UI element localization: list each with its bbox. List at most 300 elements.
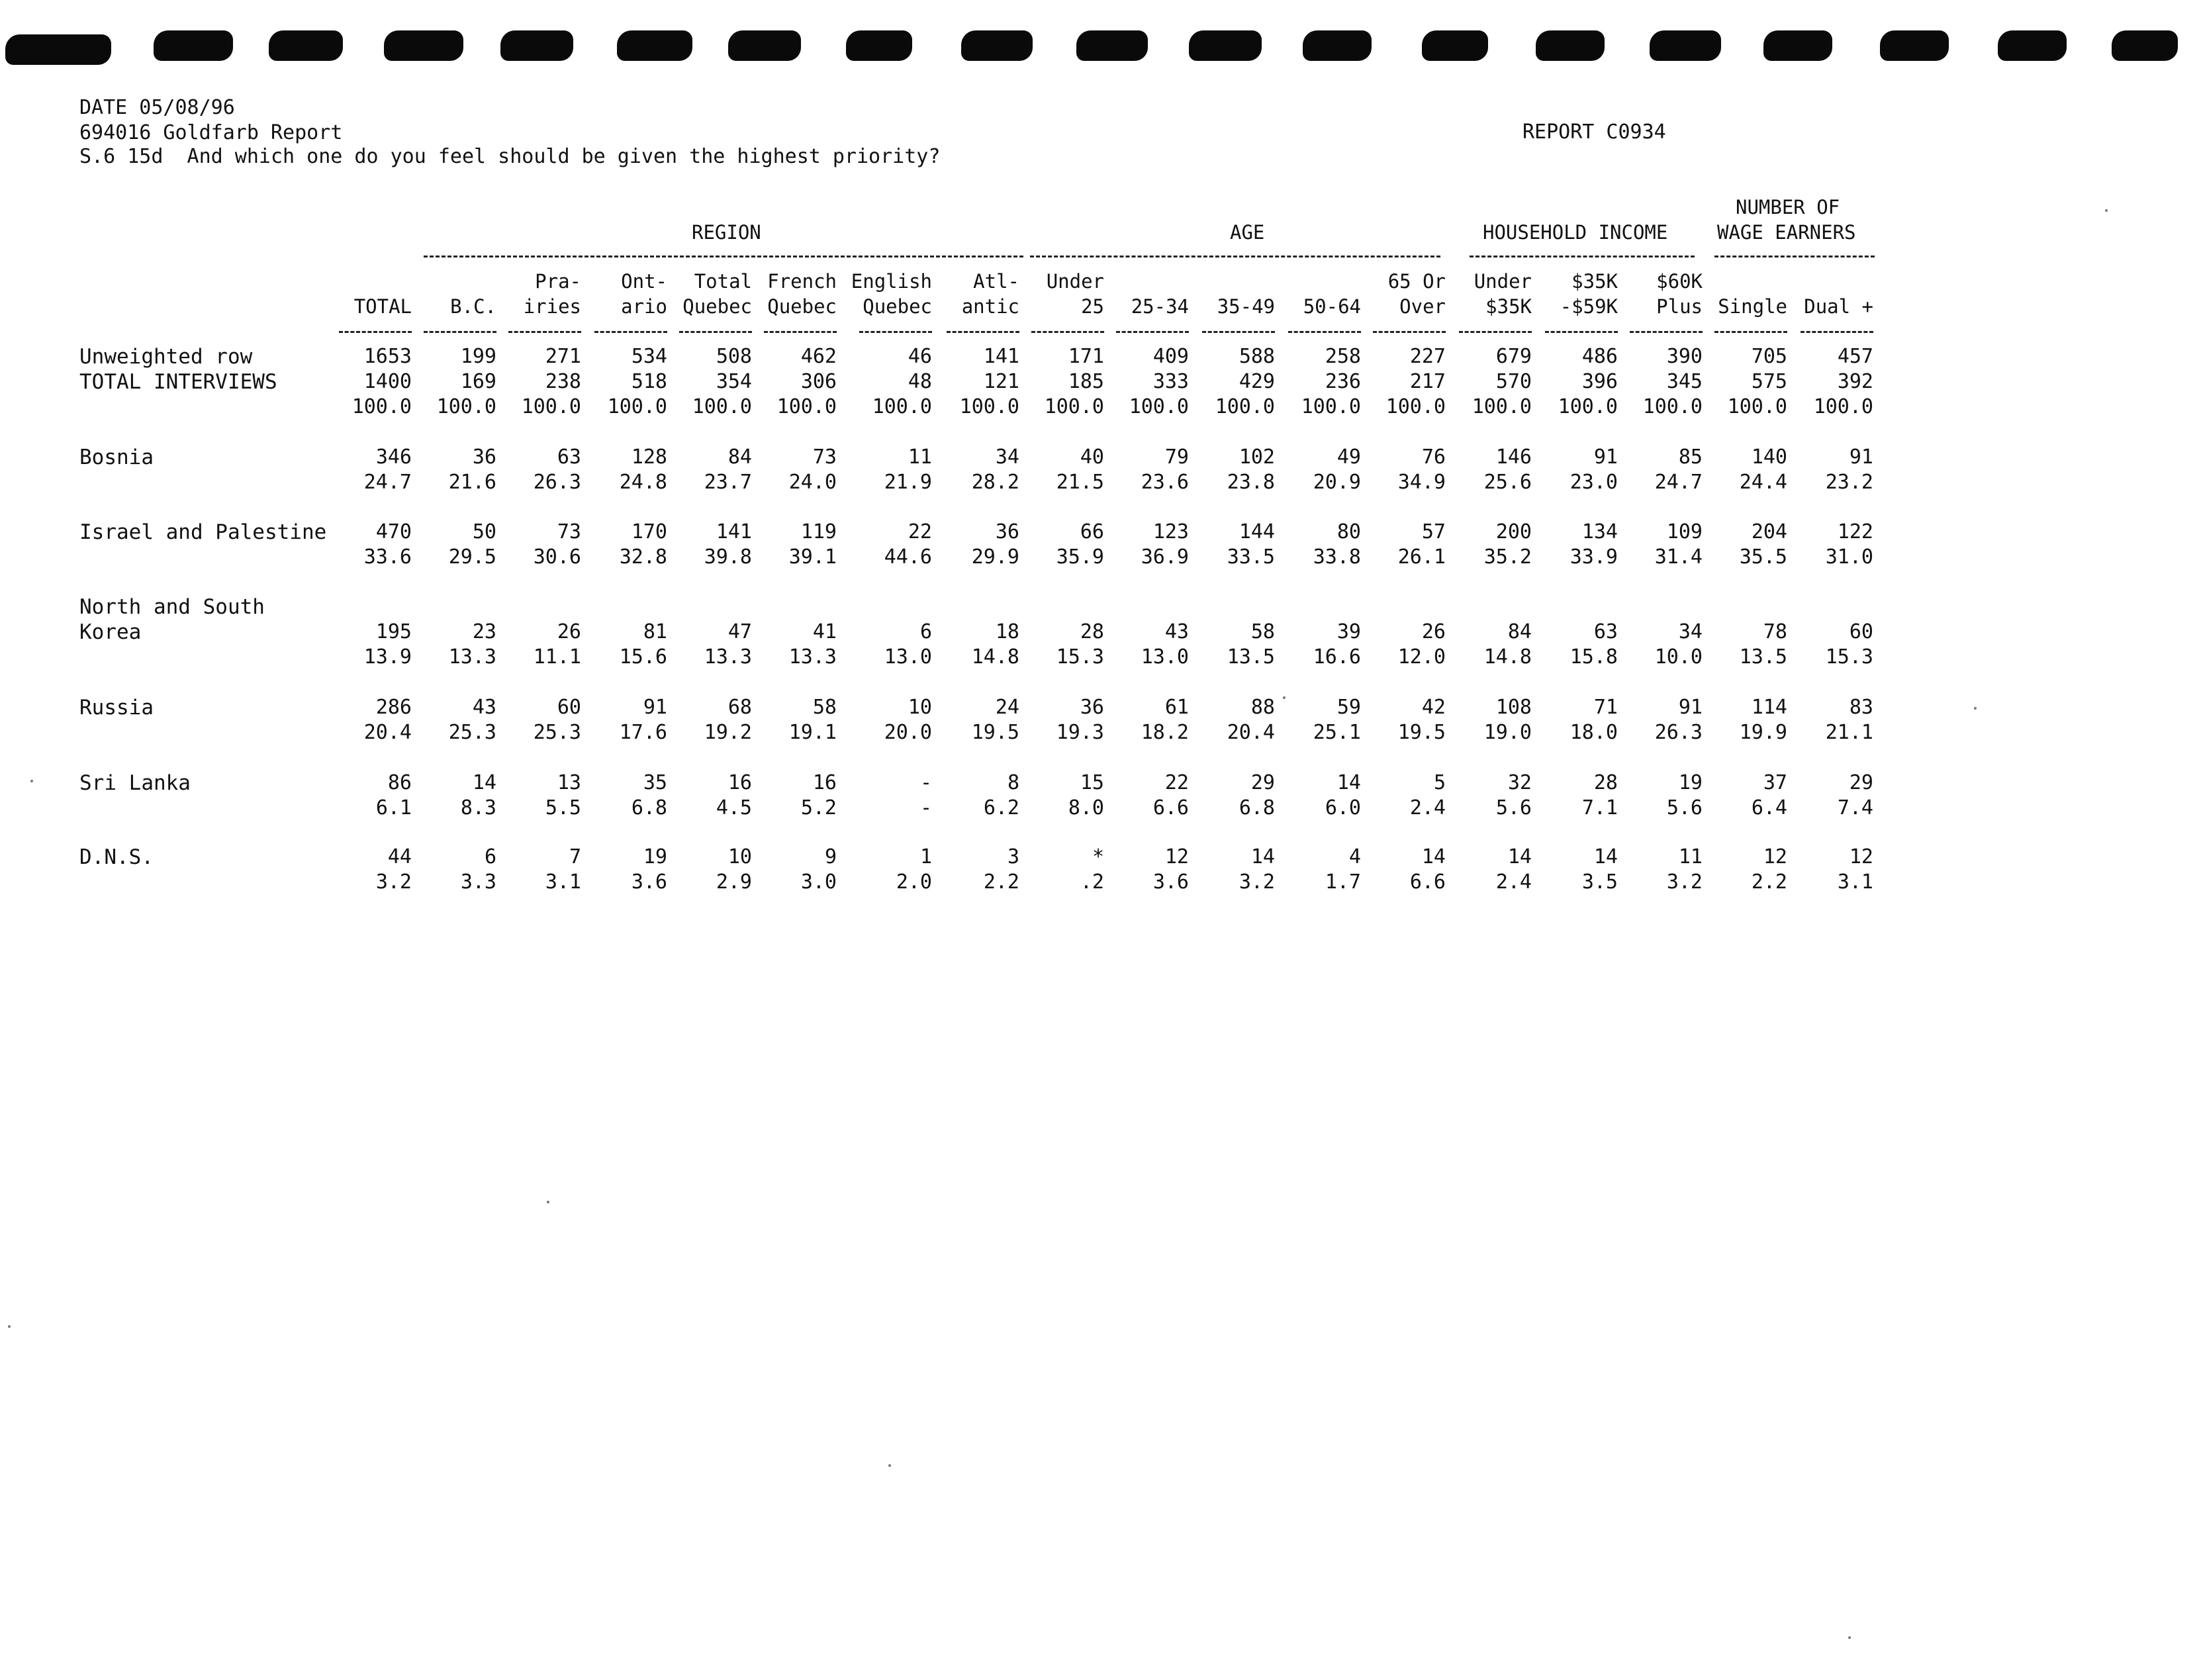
group-wage-earners-line1: NUMBER OF — [1736, 196, 1840, 218]
table-cell: 31.4 — [1654, 545, 1703, 569]
table-cell: 20.4 — [1227, 721, 1275, 744]
table-cell: 24 — [995, 696, 1019, 719]
table-cell: 185 — [1068, 370, 1104, 393]
table-cell: 141 — [983, 345, 1019, 368]
table-cell: 88 — [1250, 696, 1275, 719]
redaction-mark — [728, 30, 801, 61]
table-cell: 14.8 — [1483, 645, 1532, 669]
row-label: Sri Lanka — [79, 771, 191, 795]
table-cell: 409 — [1152, 345, 1189, 368]
table-cell: 333 — [1152, 370, 1189, 393]
table-cell: 6.4 — [1751, 796, 1787, 819]
table-cell: 100.0 — [959, 395, 1019, 418]
table-cell: 24.7 — [363, 471, 412, 494]
table-cell: 36 — [995, 520, 1019, 543]
column-header-line2: Plus — [1656, 295, 1703, 318]
table-cell: 6.1 — [375, 796, 412, 819]
table-cell: 29.9 — [971, 545, 1019, 569]
table-cell: 16 — [812, 771, 837, 794]
column-header-line1: Ont- — [621, 270, 667, 293]
redaction-mark — [1422, 30, 1488, 61]
table-cell: 199 — [460, 345, 496, 368]
table-cell: 102 — [1239, 445, 1275, 469]
table-cell: 3.2 — [1666, 870, 1703, 894]
table-cell: 91 — [1678, 696, 1703, 719]
table-cell: 84 — [1507, 620, 1532, 643]
column-header-line2: Over — [1399, 295, 1446, 318]
table-cell: 15.3 — [1825, 645, 1873, 669]
table-cell: 23.8 — [1227, 471, 1275, 494]
table-cell: 170 — [631, 520, 667, 543]
table-cell: 43 — [1164, 620, 1189, 643]
table-cell: 42 — [1421, 696, 1446, 719]
table-cell: 29.5 — [448, 545, 496, 569]
table-cell: 3 — [1007, 845, 1019, 868]
column-header-rule — [859, 331, 932, 333]
column-header-line1: Under — [1046, 270, 1104, 293]
table-cell: 3.6 — [631, 870, 667, 894]
table-cell: 2.2 — [983, 870, 1019, 894]
table-cell: 24.8 — [619, 471, 667, 494]
row-label: Bosnia — [79, 445, 154, 469]
table-cell: 286 — [375, 696, 412, 719]
column-header-line1: Under — [1474, 270, 1532, 293]
table-cell: 23.7 — [704, 471, 752, 494]
column-header-line2: Quebec — [863, 295, 932, 318]
table-cell: 100.0 — [1129, 395, 1189, 418]
table-cell: 39.8 — [704, 545, 752, 569]
table-cell: 32.8 — [619, 545, 667, 569]
table-cell: 12 — [1849, 845, 1873, 868]
table-cell: 31.0 — [1825, 545, 1873, 569]
table-cell: 3.1 — [545, 870, 581, 894]
table-cell: 100.0 — [436, 395, 496, 418]
table-cell: 22 — [1164, 771, 1189, 794]
scan-speck — [8, 1325, 11, 1328]
table-cell: 19 — [1678, 771, 1703, 794]
table-cell: 14 — [472, 771, 496, 794]
table-cell: 5.6 — [1666, 796, 1703, 819]
table-cell: 271 — [545, 345, 581, 368]
table-cell: 3.5 — [1581, 870, 1618, 894]
table-cell: 119 — [800, 520, 837, 543]
table-cell: 46 — [908, 345, 932, 368]
table-cell: 15 — [1080, 771, 1104, 794]
table-cell: 3.2 — [1239, 870, 1275, 894]
table-cell: 81 — [643, 620, 667, 643]
redaction-mark — [1189, 30, 1262, 61]
table-cell: 3.3 — [460, 870, 496, 894]
table-cell: 19.5 — [1397, 721, 1446, 744]
table-cell: 73 — [812, 445, 837, 469]
column-header-line1: Total — [694, 270, 752, 293]
table-cell: 7 — [569, 845, 581, 868]
scan-speck — [1283, 696, 1286, 699]
row-label: Russia — [79, 696, 154, 720]
table-cell: 2.2 — [1751, 870, 1787, 894]
table-cell: 76 — [1421, 445, 1446, 469]
table-cell: 39.1 — [788, 545, 837, 569]
table-cell: 508 — [716, 345, 752, 368]
table-cell: 68 — [727, 696, 752, 719]
table-cell: 29 — [1849, 771, 1873, 794]
table-cell: 122 — [1837, 520, 1873, 543]
table-cell: 13.9 — [363, 645, 412, 669]
table-cell: 83 — [1849, 696, 1873, 719]
table-cell: 78 — [1763, 620, 1787, 643]
table-cell: 29 — [1250, 771, 1275, 794]
table-cell: 26.3 — [533, 471, 581, 494]
table-cell: 2.9 — [716, 870, 752, 894]
table-cell: 91 — [643, 696, 667, 719]
column-header-line2: iries — [523, 295, 581, 318]
table-cell: 26 — [1421, 620, 1446, 643]
table-cell: 85 — [1678, 445, 1703, 469]
table-cell: 33.9 — [1569, 545, 1618, 569]
column-header-rule — [1630, 331, 1703, 333]
table-cell: 63 — [557, 445, 581, 469]
table-cell: 1.7 — [1325, 870, 1361, 894]
table-cell: 3.1 — [1837, 870, 1873, 894]
redaction-mark — [1763, 30, 1832, 61]
column-header-rule — [1031, 331, 1104, 333]
table-cell: 19.1 — [788, 721, 837, 744]
table-cell: 100.0 — [1301, 395, 1361, 418]
table-cell: 86 — [387, 771, 412, 794]
report-title: 694016 Goldfarb Report — [79, 121, 343, 144]
scan-speck — [547, 1201, 549, 1203]
group-region: REGION — [692, 221, 761, 244]
column-header-rule — [594, 331, 667, 333]
table-cell: 100.0 — [776, 395, 837, 418]
column-header-rule — [1116, 331, 1189, 333]
table-cell: 71 — [1593, 696, 1618, 719]
table-cell: 6.6 — [1152, 796, 1189, 819]
table-cell: 20.4 — [363, 721, 412, 744]
table-cell: 32 — [1507, 771, 1532, 794]
table-cell: 1653 — [363, 345, 412, 368]
table-cell: 15.3 — [1056, 645, 1104, 669]
table-cell: 26 — [557, 620, 581, 643]
table-cell: 22 — [908, 520, 932, 543]
table-cell: 19.9 — [1739, 721, 1787, 744]
table-cell: 13.3 — [704, 645, 752, 669]
group-wage-earners-line2: WAGE EARNERS — [1717, 221, 1856, 244]
question-text: S.6 15d And which one do you feel should be given the highest priority? — [79, 145, 941, 168]
table-cell: 8.0 — [1068, 796, 1104, 819]
table-cell: 33.8 — [1313, 545, 1361, 569]
table-cell: 570 — [1495, 370, 1532, 393]
table-cell: 60 — [1849, 620, 1873, 643]
redaction-mark — [617, 30, 692, 61]
table-cell: 23.2 — [1825, 471, 1873, 494]
table-cell: 390 — [1666, 345, 1703, 368]
table-cell: 10 — [727, 845, 752, 868]
table-cell: 34 — [995, 445, 1019, 469]
column-header-line1: $35K — [1571, 270, 1618, 293]
redaction-mark — [269, 30, 343, 61]
table-cell: 7.1 — [1581, 796, 1618, 819]
table-cell: - — [919, 771, 932, 794]
table-cell: 2.0 — [896, 870, 932, 894]
table-cell: 59 — [1336, 696, 1361, 719]
table-cell: 8.3 — [460, 796, 496, 819]
group-age: AGE — [1230, 221, 1265, 244]
table-cell: 61 — [1164, 696, 1189, 719]
table-cell: 73 — [557, 520, 581, 543]
column-header-line2: Quebec — [767, 295, 837, 318]
table-cell: 48 — [908, 370, 932, 393]
table-cell: 100.0 — [521, 395, 581, 418]
table-cell: 100.0 — [1385, 395, 1446, 418]
redaction-mark — [846, 30, 912, 61]
table-cell: 13.0 — [884, 645, 932, 669]
table-cell: 36 — [472, 445, 496, 469]
table-cell: 8 — [1007, 771, 1019, 794]
table-cell: 13.3 — [448, 645, 496, 669]
redaction-mark — [1536, 30, 1605, 61]
column-header-rule — [764, 331, 837, 333]
table-cell: 15.8 — [1569, 645, 1618, 669]
table-cell: 41 — [812, 620, 837, 643]
table-cell: 13.3 — [788, 645, 837, 669]
table-cell: 23 — [472, 620, 496, 643]
table-cell: 17.6 — [619, 721, 667, 744]
table-cell: 25.6 — [1483, 471, 1532, 494]
column-header-rule — [1373, 331, 1446, 333]
table-cell: 19.3 — [1056, 721, 1104, 744]
table-cell: 100.0 — [1215, 395, 1275, 418]
table-cell: 10 — [908, 696, 932, 719]
column-header-line2: Quebec — [682, 295, 752, 318]
table-cell: 60 — [557, 696, 581, 719]
table-cell: 457 — [1837, 345, 1873, 368]
table-cell: 195 — [375, 620, 412, 643]
table-cell: 6.8 — [631, 796, 667, 819]
table-cell: 100.0 — [607, 395, 667, 418]
table-cell: 44 — [387, 845, 412, 868]
table-cell: 35.2 — [1483, 545, 1532, 569]
column-header-rule — [1545, 331, 1618, 333]
table-cell: 2.4 — [1495, 870, 1532, 894]
redaction-mark — [154, 30, 233, 61]
table-cell: 21.5 — [1056, 471, 1104, 494]
table-cell: 19.5 — [971, 721, 1019, 744]
table-cell: 34 — [1678, 620, 1703, 643]
column-header-line2: Dual + — [1804, 295, 1873, 318]
table-cell: 14 — [1421, 845, 1446, 868]
table-cell: 21.9 — [884, 471, 932, 494]
table-cell: 7.4 — [1837, 796, 1873, 819]
table-cell: 345 — [1666, 370, 1703, 393]
column-header-line2: -$59K — [1560, 295, 1618, 318]
table-cell: 429 — [1239, 370, 1275, 393]
table-cell: 396 — [1581, 370, 1618, 393]
table-cell: 14 — [1507, 845, 1532, 868]
table-cell: 11.1 — [533, 645, 581, 669]
table-cell: 63 — [1593, 620, 1618, 643]
table-cell: 16.6 — [1313, 645, 1361, 669]
table-cell: 200 — [1495, 520, 1532, 543]
table-cell: 6.6 — [1409, 870, 1446, 894]
table-cell: 486 — [1581, 345, 1618, 368]
table-cell: 21.1 — [1825, 721, 1873, 744]
redaction-mark — [1880, 30, 1949, 61]
table-cell: 21.6 — [448, 471, 496, 494]
table-cell: 66 — [1080, 520, 1104, 543]
table-cell: 16 — [727, 771, 752, 794]
scan-speck — [1974, 707, 1977, 710]
table-cell: 109 — [1666, 520, 1703, 543]
table-cell: 25.3 — [533, 721, 581, 744]
table-cell: 12 — [1164, 845, 1189, 868]
table-cell: 13 — [557, 771, 581, 794]
column-header-line2: Single — [1718, 295, 1787, 318]
table-cell: 10.0 — [1654, 645, 1703, 669]
table-cell: 25.3 — [448, 721, 496, 744]
table-cell: 33.5 — [1227, 545, 1275, 569]
row-label-cont: Korea — [79, 620, 142, 644]
table-cell: 128 — [631, 445, 667, 469]
group-household-income: HOUSEHOLD INCOME — [1483, 221, 1668, 244]
table-cell: 49 — [1336, 445, 1361, 469]
table-cell: 6 — [919, 620, 932, 643]
column-header-line2: B.C. — [450, 295, 496, 318]
table-cell: - — [919, 796, 932, 819]
table-cell: 575 — [1751, 370, 1787, 393]
table-cell: 705 — [1751, 345, 1787, 368]
table-cell: 19 — [643, 845, 667, 868]
table-cell: 123 — [1152, 520, 1189, 543]
redaction-mark — [1650, 30, 1721, 61]
table-cell: 14 — [1250, 845, 1275, 868]
table-cell: 5.5 — [545, 796, 581, 819]
table-cell: 91 — [1849, 445, 1873, 469]
column-header-line2: ario — [621, 295, 667, 318]
table-cell: 13.5 — [1227, 645, 1275, 669]
column-header-line2: 25-34 — [1131, 295, 1189, 318]
table-cell: 14.8 — [971, 645, 1019, 669]
table-cell: 28 — [1080, 620, 1104, 643]
table-cell: 1400 — [363, 370, 412, 393]
row-label: D.N.S. — [79, 845, 154, 869]
table-cell: 25.1 — [1313, 721, 1361, 744]
table-cell: 35 — [643, 771, 667, 794]
scan-speck — [1848, 1636, 1851, 1639]
table-cell: 58 — [1250, 620, 1275, 643]
table-cell: 18.0 — [1569, 721, 1618, 744]
table-cell: 171 — [1068, 345, 1104, 368]
table-cell: 100.0 — [872, 395, 932, 418]
table-cell: 34.9 — [1397, 471, 1446, 494]
table-cell: 100.0 — [1558, 395, 1618, 418]
table-cell: 134 — [1581, 520, 1618, 543]
table-cell: .2 — [1080, 870, 1104, 894]
table-cell: 14 — [1593, 845, 1618, 868]
table-cell: 12.0 — [1397, 645, 1446, 669]
table-cell: 30.6 — [533, 545, 581, 569]
column-header-rule — [1714, 331, 1787, 333]
column-header-line2: TOTAL — [353, 295, 412, 318]
table-cell: 217 — [1409, 370, 1446, 393]
scan-speck — [2105, 209, 2108, 212]
table-cell: 28.2 — [971, 471, 1019, 494]
report-code: REPORT C0934 — [1522, 120, 1666, 144]
table-cell: 169 — [460, 370, 496, 393]
column-header-rule — [1288, 331, 1361, 333]
column-header-line2: 50-64 — [1303, 295, 1361, 318]
column-header-line1: $60K — [1656, 270, 1703, 293]
table-cell: 24.0 — [788, 471, 837, 494]
table-cell: 44.6 — [884, 545, 932, 569]
table-cell: 20.9 — [1313, 471, 1361, 494]
column-header-line2: $35K — [1485, 295, 1532, 318]
table-cell: 47 — [727, 620, 752, 643]
table-cell: 470 — [375, 520, 412, 543]
row-label-cont: TOTAL INTERVIEWS — [79, 370, 277, 394]
redaction-mark — [1303, 30, 1372, 61]
table-cell: 392 — [1837, 370, 1873, 393]
column-header-rule — [424, 331, 496, 333]
table-cell: 9 — [824, 845, 837, 868]
table-cell: 19.0 — [1483, 721, 1532, 744]
table-cell: 5.2 — [800, 796, 837, 819]
redaction-mark — [961, 30, 1033, 61]
table-cell: 2.4 — [1409, 796, 1446, 819]
table-cell: 6.0 — [1325, 796, 1361, 819]
table-cell: 100.0 — [351, 395, 412, 418]
redaction-mark — [500, 30, 573, 61]
column-header-line1: French — [767, 270, 837, 293]
column-header-rule — [1459, 331, 1532, 333]
column-header-line1: Pra- — [535, 270, 581, 293]
row-label: North and South — [79, 595, 265, 619]
column-header-line2: 25 — [1081, 295, 1104, 318]
table-cell: 28 — [1593, 771, 1618, 794]
table-cell: 258 — [1325, 345, 1361, 368]
redaction-mark — [1076, 30, 1148, 61]
column-header-line2: antic — [961, 295, 1019, 318]
table-cell: 114 — [1751, 696, 1787, 719]
row-label: Israel and Palestine — [79, 520, 327, 544]
table-cell: 4 — [1348, 845, 1361, 868]
table-cell: 24.7 — [1654, 471, 1703, 494]
redaction-mark — [1998, 30, 2067, 61]
column-header-line1: 65 Or — [1387, 270, 1446, 293]
table-cell: 204 — [1751, 520, 1787, 543]
table-cell: 13.0 — [1141, 645, 1189, 669]
column-header-line1: Atl- — [973, 270, 1019, 293]
table-cell: 100.0 — [1472, 395, 1532, 418]
table-cell: 11 — [1678, 845, 1703, 868]
table-cell: 84 — [727, 445, 752, 469]
table-cell: 588 — [1239, 345, 1275, 368]
table-cell: 40 — [1080, 445, 1104, 469]
column-header-line1: English — [851, 270, 932, 293]
table-cell: 1 — [919, 845, 932, 868]
redaction-mark — [384, 30, 463, 61]
column-header-rule — [508, 331, 581, 333]
table-cell: 227 — [1409, 345, 1446, 368]
income-rule — [1470, 256, 1695, 257]
table-cell: 20.0 — [884, 721, 932, 744]
table-cell: 36.9 — [1141, 545, 1189, 569]
redaction-mark — [2112, 30, 2178, 61]
scan-speck — [888, 1464, 891, 1467]
column-header-rule — [1202, 331, 1275, 333]
table-cell: 238 — [545, 370, 581, 393]
region-rule — [424, 256, 1023, 257]
